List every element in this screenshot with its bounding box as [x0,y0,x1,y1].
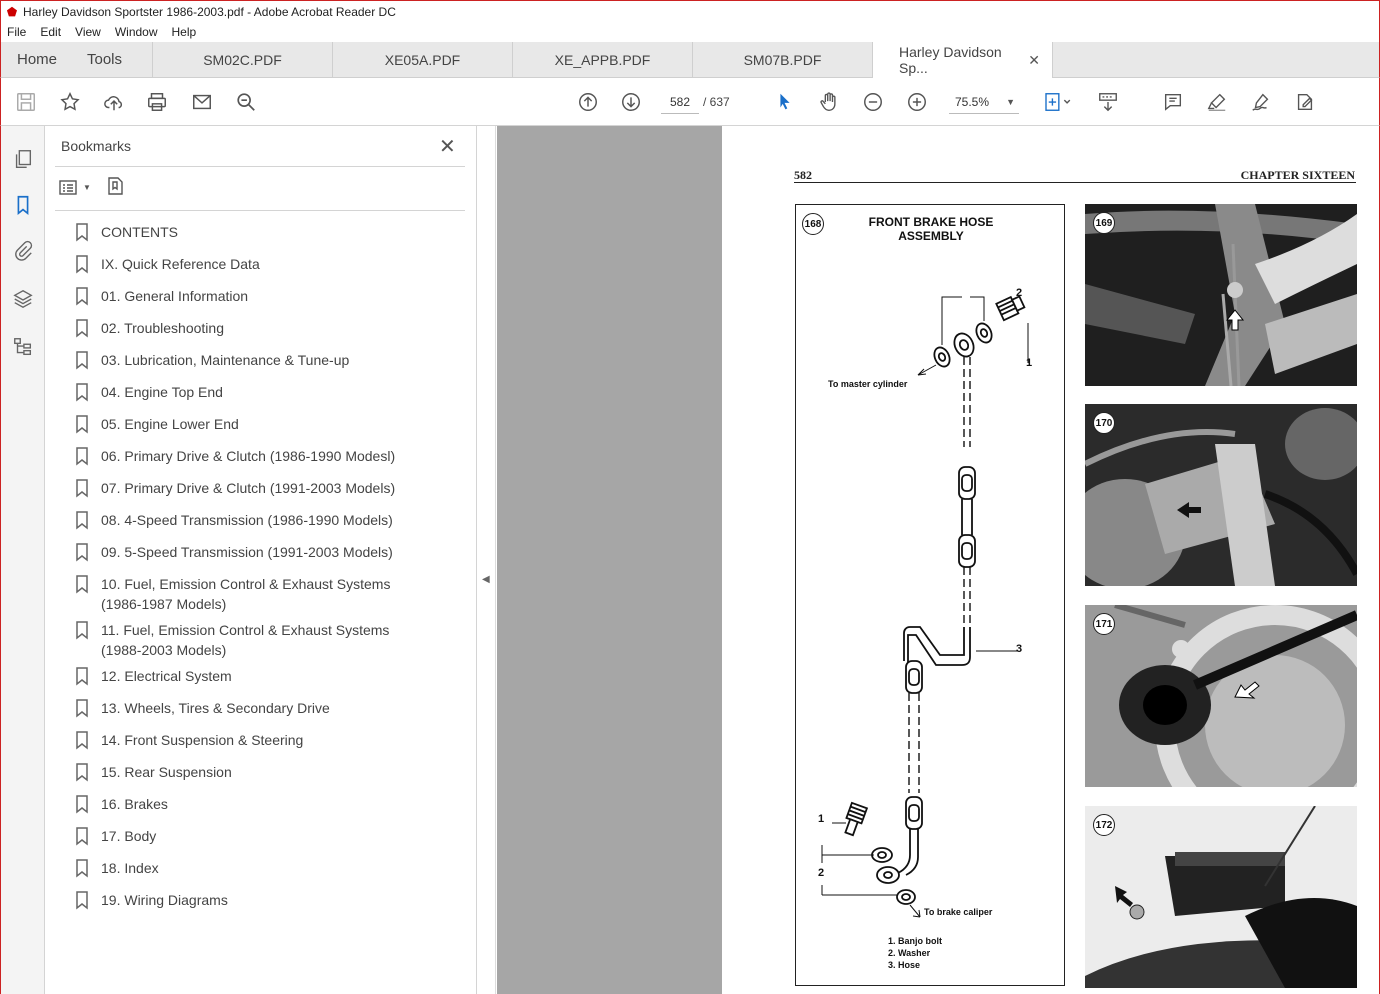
bookmark-icon [75,620,89,640]
bookmarks-header: Bookmarks [61,138,132,154]
legend-item: 1. Banjo bolt [888,936,942,946]
callout-1-top: 1 [1026,357,1033,369]
bookmark-label: IX. Quick Reference Data [101,256,260,272]
chevron-left-icon: ◀ [482,574,490,585]
bookmark-icon [75,730,89,750]
photo-171-image [1085,605,1357,787]
bookmark-icon [75,510,89,530]
edit-tools-icon[interactable] [1292,90,1318,114]
select-cursor-icon[interactable] [772,90,798,114]
bookmark-label: 07. Primary Drive & Clutch (1991-2003 Models) [101,480,396,496]
photo-170-image [1085,404,1357,586]
left-rail [0,126,45,994]
photo-171 [1085,605,1357,787]
photo-172 [1085,806,1357,988]
figure-number: 168 [802,213,824,235]
bookmark-icon [75,542,89,562]
photo-169 [1085,204,1357,386]
bookmark-label: 14. Front Suspension & Steering [101,732,304,748]
bookmark-label: 09. 5-Speed Transmission (1991-2003 Models) [101,544,393,560]
bookmark-label: 19. Wiring Diagrams [101,892,228,908]
bookmark-item[interactable] [75,286,465,306]
search-icon[interactable] [233,90,259,114]
page-count: / 637 [703,95,730,109]
tab-bar [0,42,1380,78]
bookmark-label: 17. Body [101,828,157,844]
callout-2-top: 2 [1016,287,1023,299]
bookmark-item[interactable] [75,730,465,750]
bookmark-item[interactable] [75,318,465,338]
tab-sm07b[interactable]: SM07B.PDF [693,42,873,77]
bookmark-item[interactable] [75,254,465,274]
bookmark-label: 16. Brakes [101,796,168,812]
legend-item: 2. Washer [888,948,931,958]
comment-icon[interactable] [1160,90,1186,114]
acrobat-icon: ⬟ [6,4,18,19]
menu-help[interactable]: Help [171,25,197,39]
bookmark-label: 05. Engine Lower End [101,416,239,432]
figure-number: 170 [1093,412,1115,434]
bookmark-icon [75,698,89,718]
page-thumbnails-icon[interactable] [10,146,36,172]
bookmark-icon [75,858,89,878]
panel-collapse-handle[interactable] [478,126,496,994]
bookmarks-panel [45,126,477,994]
close-panel-icon[interactable]: ✕ [439,136,456,158]
options-menu-icon[interactable]: ▼ [59,179,91,197]
star-icon[interactable] [57,90,83,114]
bookmark-panel-icon[interactable] [10,192,36,218]
print-icon[interactable] [144,90,170,114]
bookmark-icon [75,574,89,594]
menu-file[interactable]: File [7,25,27,39]
legend-item: 3. Hose [888,960,921,970]
bookmark-item[interactable] [75,890,465,910]
page-number-input[interactable] [661,90,699,114]
tab-sm02c[interactable]: SM02C.PDF [153,42,333,77]
label-brake-caliper: To brake caliper [924,907,993,917]
zoom-in-icon[interactable] [904,90,930,114]
document-page[interactable] [722,126,1380,994]
bookmark-item[interactable] [75,620,465,660]
bookmark-item[interactable] [75,414,465,434]
hand-tool-icon[interactable] [816,90,842,114]
figure-number: 172 [1093,814,1115,836]
bookmark-icon [75,666,89,686]
bookmark-icon [75,446,89,466]
bookmark-icon [75,890,89,910]
bookmark-label: 02. Troubleshooting [101,320,224,336]
bookmark-list [75,222,465,922]
bookmark-icon [75,762,89,782]
bookmark-item[interactable] [75,382,465,402]
bookmark-tools [59,176,125,199]
attachment-icon[interactable] [10,238,36,264]
diagram-title: FRONT BRAKE HOSE ASSEMBLY [868,215,994,243]
brake-hose-diagram [795,204,1065,986]
bookmark-icon [75,414,89,434]
figure-number: 169 [1093,212,1115,234]
next-page-icon[interactable] [618,90,644,114]
bookmark-icon [75,478,89,498]
layers-icon[interactable] [10,286,36,312]
page-header-number: 582 [794,168,812,182]
chevron-down-icon: ▼ [1006,96,1015,107]
toolbar [0,78,1380,126]
bookmark-item[interactable] [75,698,465,718]
zoom-value: 75.5% [955,94,990,109]
bookmark-label: 12. Electrical System [101,668,232,684]
callout-2-bottom: 2 [818,867,825,879]
photo-169-image [1085,204,1357,386]
bookmark-item[interactable] [75,478,465,498]
bookmark-item[interactable] [75,826,465,846]
menu-edit[interactable]: Edit [40,25,62,39]
bookmark-icon [75,318,89,338]
upload-cloud-icon[interactable] [101,90,127,114]
page-header-chapter: CHAPTER SIXTEEN [1240,168,1355,182]
tab-xe05a[interactable]: XE05A.PDF [333,42,513,77]
bookmark-label: CONTENTS [101,224,178,240]
bookmark-icon [75,254,89,274]
callout-1-bottom: 1 [818,813,825,825]
bookmark-label: 01. General Information [101,288,249,304]
divider [55,166,465,167]
tab-xe-appb[interactable]: XE_APPB.PDF [513,42,693,77]
diagram-legend [888,935,942,971]
bookmark-icon [75,350,89,370]
bookmark-item[interactable] [75,666,465,686]
bookmark-label: 03. Lubrication, Maintenance & Tune-up [101,352,350,368]
photo-172-image [1085,806,1357,988]
bookmark-label: 11. Fuel, Emission Control & Exhaust Systems (1988-2003 Models) [101,622,390,658]
header-rule [794,182,1356,183]
zoom-out-icon[interactable] [860,90,886,114]
tab-harley-davidson[interactable] [873,42,1053,79]
photo-170 [1085,404,1357,586]
bookmark-label: 13. Wheels, Tires & Secondary Drive [101,700,330,716]
bookmark-label: 15. Rear Suspension [101,764,232,780]
bookmark-label: 18. Index [101,860,159,876]
bookmark-icon [75,222,89,242]
sign-icon[interactable] [1248,90,1274,114]
hose-illustration [796,205,1066,987]
bookmark-item[interactable] [75,762,465,782]
menu-view[interactable]: View [75,25,101,39]
active-tab-label: Harley Davidson Sp... [899,44,1002,76]
menu-window[interactable]: Window [114,25,158,39]
previous-page-icon[interactable] [575,90,601,114]
figure-number: 171 [1093,613,1115,635]
label-master-cylinder: To master cylinder [828,379,908,389]
bookmark-label: 08. 4-Speed Transmission (1986-1990 Models) [101,512,393,528]
email-icon[interactable] [189,90,215,114]
bookmark-item[interactable] [75,350,465,370]
bookmark-item[interactable] [75,858,465,878]
bookmark-label: 06. Primary Drive & Clutch (1986-1990 Modesl) [101,448,396,464]
fit-page-icon[interactable] [1039,90,1075,114]
save-icon[interactable] [13,90,39,114]
tab-home[interactable]: Home [16,51,57,68]
bookmark-item[interactable] [75,542,465,562]
bookmark-icon [75,826,89,846]
bookmark-item[interactable] [75,446,465,466]
title-bar [0,0,1380,22]
bookmark-label: 04. Engine Top End [101,384,223,400]
bookmark-item[interactable] [75,222,465,242]
scroll-mode-icon[interactable] [1095,90,1121,114]
bookmark-icon [75,794,89,814]
bookmark-item[interactable] [75,574,465,614]
menu-bar [0,22,1380,42]
bookmark-label: 10. Fuel, Emission Control & Exhaust Systems (1986-1987 Models) [101,576,391,612]
callout-3: 3 [1016,643,1023,655]
new-bookmark-icon[interactable] [105,176,125,199]
highlight-pen-icon[interactable] [1204,90,1230,114]
zoom-select[interactable] [949,90,1019,114]
structure-tree-icon[interactable] [10,334,36,360]
bookmark-icon [75,286,89,306]
window-title: Harley Davidson Sportster 1986-2003.pdf - Adobe Acrobat Reader DC [23,4,396,19]
tab-tools[interactable]: Tools [73,42,153,77]
bookmark-icon [75,382,89,402]
document-background [497,126,722,994]
divider [55,210,465,211]
close-tab-icon[interactable]: ✕ [1028,51,1040,68]
bookmark-item[interactable] [75,510,465,530]
bookmark-item[interactable] [75,794,465,814]
